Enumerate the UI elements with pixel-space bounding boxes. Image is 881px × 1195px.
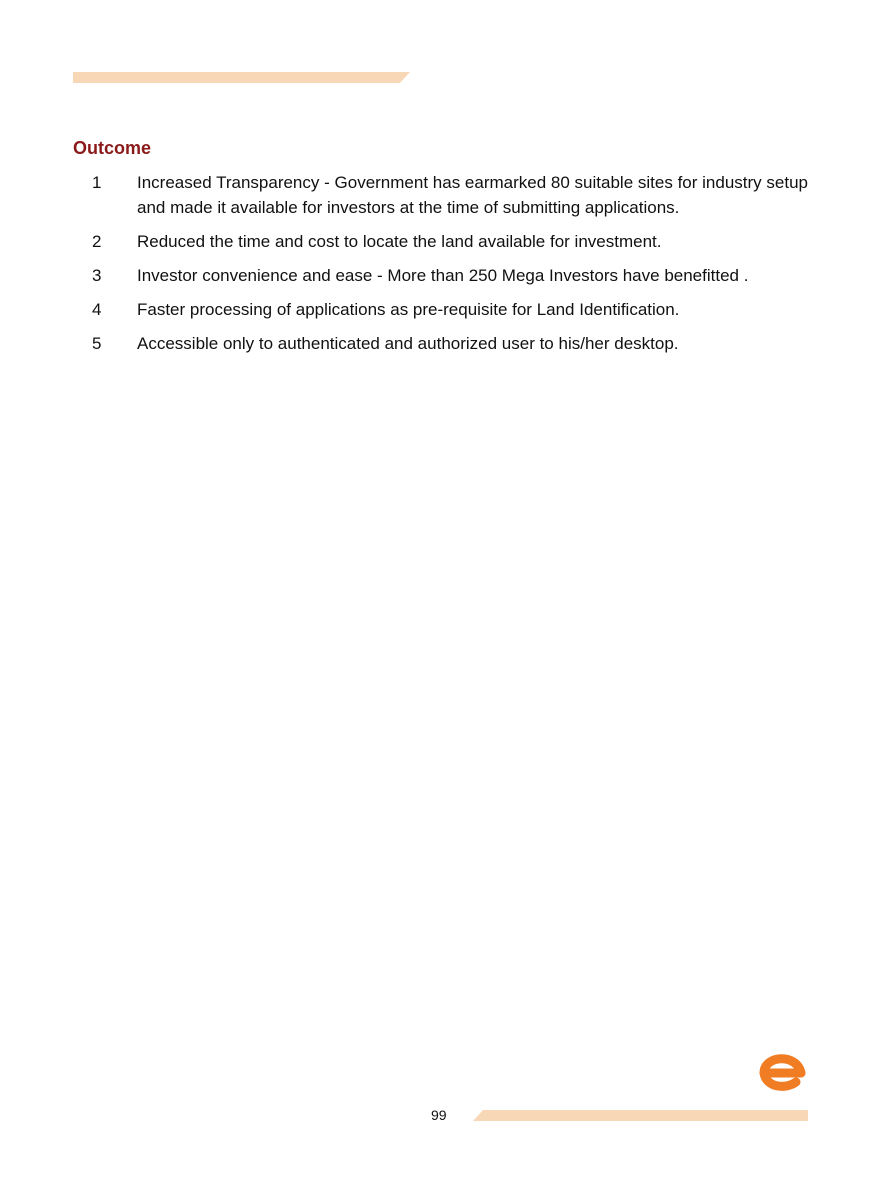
page-number: 99 <box>431 1107 447 1123</box>
outcome-item-3 <box>80 263 808 288</box>
bottom-decorative-band <box>473 1110 808 1121</box>
outcome-number: 2 <box>92 232 102 251</box>
outcome-text: Reduced the time and cost to locate the land available for investment. <box>137 232 662 251</box>
outcome-text: Faster processing of applications as pre-requisite for Land Identification. <box>137 300 680 319</box>
outcome-number: 1 <box>92 173 102 192</box>
outcome-number: 3 <box>92 266 102 285</box>
outcome-list <box>80 170 808 365</box>
outcome-number: 5 <box>92 334 102 353</box>
outcome-item-4 <box>80 297 808 322</box>
e-logo-icon <box>751 1040 811 1100</box>
outcome-item-5 <box>80 331 808 356</box>
outcome-text: Accessible only to authenticated and authorized user to his/her desktop. <box>137 334 679 353</box>
outcome-item-2 <box>80 229 808 254</box>
section-heading-outcome: Outcome <box>73 138 152 158</box>
top-decorative-band <box>73 72 410 83</box>
outcome-text: Increased Transparency - Government has earmarked 80 suitable sites for industry setup and made it available for investors at the time of submitting applications. <box>137 173 808 217</box>
outcome-number: 4 <box>92 300 102 319</box>
outcome-text: Investor convenience and ease - More than 250 Mega Investors have benefitted . <box>137 266 749 285</box>
outcome-item-1 <box>80 170 808 220</box>
